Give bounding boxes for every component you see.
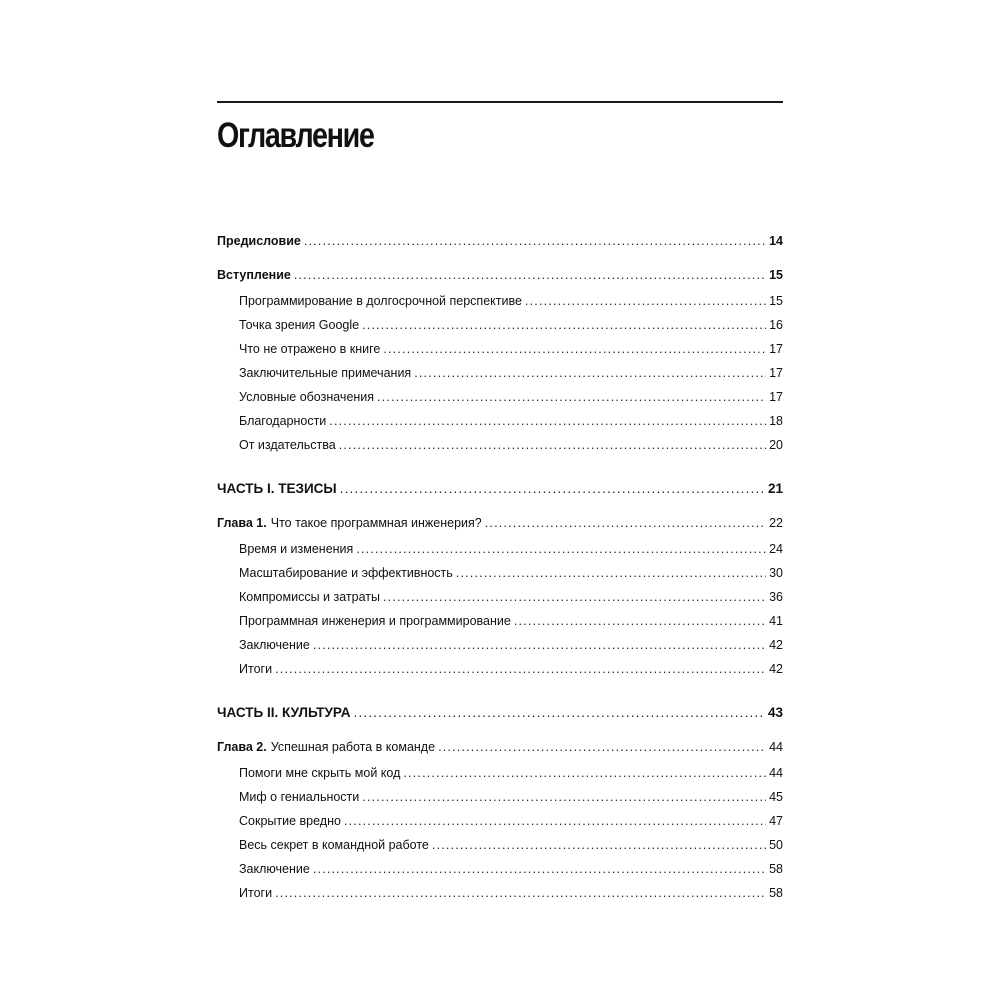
page-number: 17: [769, 390, 783, 404]
chapter-number: Глава 1.: [217, 516, 267, 530]
toc-entry-label: Точка зрения Google: [239, 318, 360, 332]
toc-entry: [239, 437, 783, 453]
dot-leader: [339, 437, 766, 453]
toc-entry: [239, 861, 783, 877]
toc-entry-title: [239, 413, 326, 429]
toc-entry-title: [217, 481, 337, 497]
page-number: 15: [769, 294, 783, 308]
toc-entry: [239, 837, 783, 853]
toc-entry-title: [239, 365, 411, 381]
dot-leader: [414, 365, 766, 381]
page-number: 24: [769, 542, 783, 556]
toc-entry: [217, 481, 783, 497]
toc-entry: [239, 293, 783, 309]
toc-entry-title: [217, 233, 301, 249]
dot-leader: [275, 661, 766, 677]
dot-leader: [356, 541, 766, 557]
page-number: 45: [769, 790, 783, 804]
dot-leader: [377, 389, 766, 405]
page-number: 42: [769, 662, 783, 676]
toc-entry-label: Заключительные примечания: [239, 366, 412, 380]
page-number: 44: [769, 740, 783, 754]
toc-page: [217, 0, 783, 1000]
toc-entry: [239, 589, 783, 605]
toc-entry-title: [217, 705, 351, 721]
toc-entry-label: ЧАСТЬ II. КУЛЬТУРА: [217, 705, 351, 720]
toc-entry: [239, 541, 783, 557]
toc-entry-title: [239, 565, 453, 581]
header-rule: [217, 101, 783, 103]
toc-entry: [239, 637, 783, 653]
dot-leader: [362, 317, 766, 333]
toc-entry: [239, 341, 783, 357]
toc-entry-label: Весь секрет в командной работе: [239, 838, 429, 852]
page-number: 30: [769, 566, 783, 580]
toc-entry-label: Заключение: [239, 862, 310, 876]
toc-entry: [217, 515, 783, 531]
toc-entry: [239, 765, 783, 781]
toc-entry: [239, 413, 783, 429]
page-number: 15: [769, 268, 783, 282]
toc-entry-label: Программная инженерия и программирование: [239, 614, 511, 628]
dot-leader: [383, 341, 766, 357]
toc-entry-label: Предисловие: [217, 234, 301, 248]
page-number: 47: [769, 814, 783, 828]
page-number: 44: [769, 766, 783, 780]
dot-leader: [438, 739, 766, 755]
page-number: 21: [767, 481, 783, 496]
toc-entry-title: [239, 389, 374, 405]
chapter-number: Глава 2.: [217, 740, 267, 754]
toc-entry-label: Что такое программная инженерия?: [270, 516, 482, 530]
toc-entry-title: [217, 515, 482, 531]
toc-entry-title: [239, 613, 511, 629]
toc-entry: [239, 317, 783, 333]
toc-entry-label: Благодарности: [239, 414, 327, 428]
dot-leader: [485, 515, 766, 531]
toc-entry-label: Заключение: [239, 638, 310, 652]
toc-entry-label: Сокрытие вредно: [239, 814, 341, 828]
page-title: Оглавление: [217, 116, 374, 155]
dot-leader: [354, 705, 765, 721]
page-number: 22: [769, 516, 783, 530]
toc-entry-label: Миф о гениальности: [239, 790, 360, 804]
toc-entry: [217, 705, 783, 721]
dot-leader: [329, 413, 766, 429]
dot-leader: [313, 861, 766, 877]
dot-leader: [275, 885, 766, 901]
page-number: 41: [769, 614, 783, 628]
toc-entry: [239, 813, 783, 829]
toc-entry-title: [239, 885, 272, 901]
dot-leader: [432, 837, 766, 853]
toc-entry: [239, 789, 783, 805]
dot-leader: [340, 481, 765, 497]
page-number: 58: [769, 862, 783, 876]
dot-leader: [362, 789, 766, 805]
toc-entry: [239, 389, 783, 405]
toc-entry-label: ЧАСТЬ I. ТЕЗИСЫ: [217, 481, 337, 496]
page-number: 14: [769, 234, 783, 248]
page-number: 58: [769, 886, 783, 900]
toc-entry-label: Условные обозначения: [239, 390, 375, 404]
toc-entry: [239, 365, 783, 381]
toc-entry-title: [239, 765, 400, 781]
toc-entry-label: Помоги мне скрыть мой код: [239, 766, 401, 780]
dot-leader: [383, 589, 766, 605]
toc-entry-title: [239, 437, 336, 453]
toc-entry-title: [239, 589, 380, 605]
toc-entry-label: Итоги: [239, 662, 273, 676]
toc-entry-title: [239, 813, 341, 829]
toc-entry-label: Что не отражено в книге: [239, 342, 381, 356]
toc-entry-label: Успешная работа в команде: [270, 740, 436, 754]
toc-entry-label: Масштабирование и эффективность: [239, 566, 453, 580]
dot-leader: [294, 267, 766, 283]
page-number: 20: [769, 438, 783, 452]
dot-leader: [313, 637, 766, 653]
page-number: 50: [769, 838, 783, 852]
page-number: 17: [769, 342, 783, 356]
dot-leader: [403, 765, 766, 781]
toc-entry-title: [217, 739, 435, 755]
toc-entry-label: Итоги: [239, 886, 273, 900]
toc-entry-label: Вступление: [217, 268, 291, 282]
toc-entry-title: [239, 317, 359, 333]
toc-entry-title: [239, 861, 310, 877]
toc-entry-title: [239, 661, 272, 677]
toc-entry-label: Компромиссы и затраты: [239, 590, 380, 604]
page-number: 17: [769, 366, 783, 380]
page-number: 42: [769, 638, 783, 652]
toc-entry: [217, 233, 783, 249]
toc-entry-label: Время и изменения: [239, 542, 354, 556]
page-number: 36: [769, 590, 783, 604]
toc-entry-title: [239, 541, 353, 557]
toc-entry: [239, 565, 783, 581]
toc-entry: [217, 267, 783, 283]
dot-leader: [456, 565, 766, 581]
toc-entry: [217, 739, 783, 755]
toc-entry-label: От издательства: [239, 438, 336, 452]
toc-entry-title: [239, 637, 310, 653]
toc-entry: [239, 661, 783, 677]
toc-entry: [239, 885, 783, 901]
toc-entry: [239, 613, 783, 629]
toc-entry-title: [239, 837, 429, 853]
toc-entry-label: Программирование в долгосрочной перспективе: [239, 294, 522, 308]
page-number: 16: [769, 318, 783, 332]
toc-entry-title: [239, 341, 380, 357]
page-number: 43: [767, 705, 783, 720]
dot-leader: [304, 233, 766, 249]
dot-leader: [514, 613, 766, 629]
dot-leader: [525, 293, 766, 309]
toc-entry-title: [217, 267, 291, 283]
dot-leader: [344, 813, 766, 829]
toc-entry-title: [239, 789, 359, 805]
page-number: 18: [769, 414, 783, 428]
toc-entry-title: [239, 293, 522, 309]
